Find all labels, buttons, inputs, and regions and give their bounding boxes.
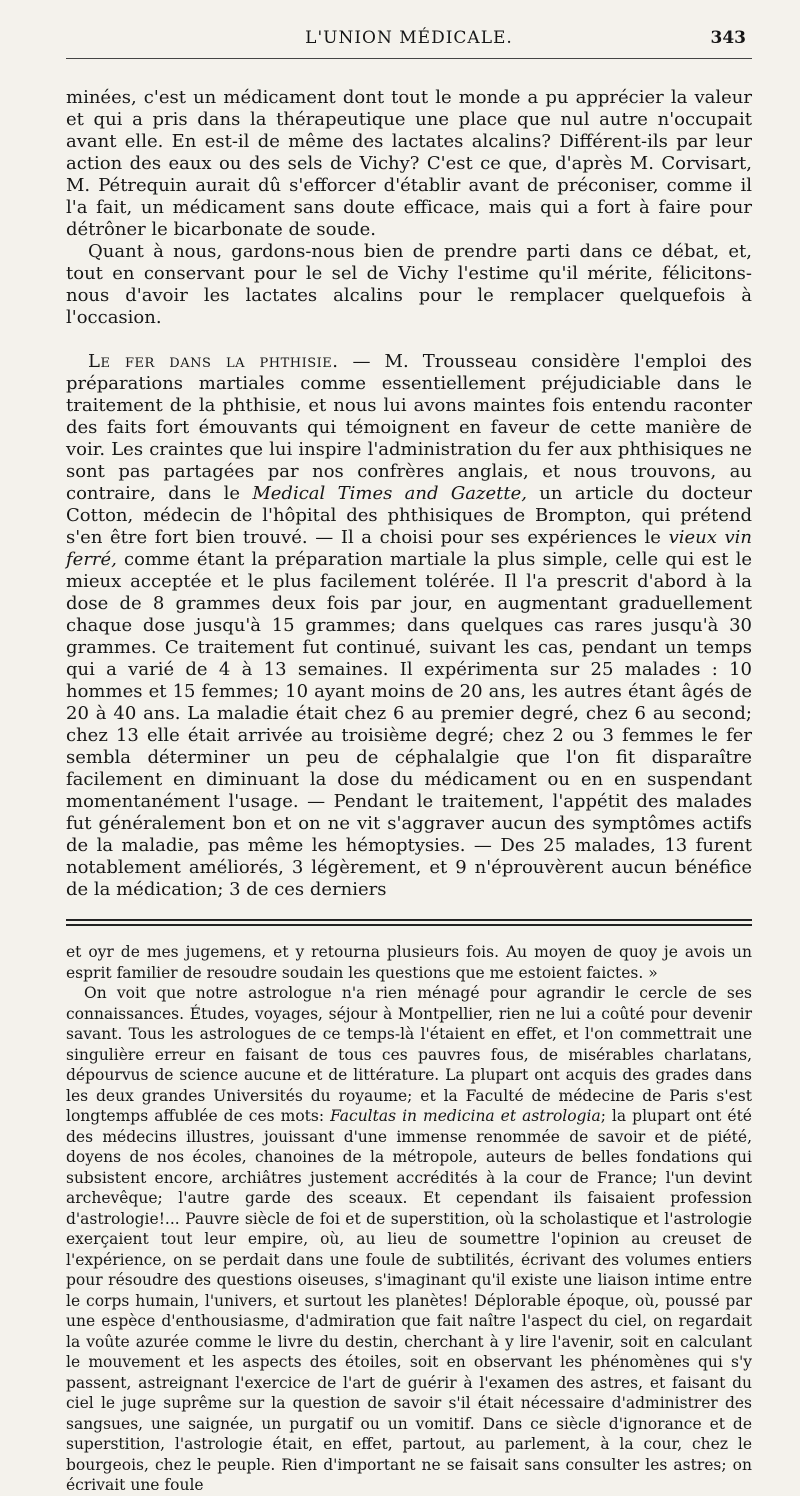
feuilleton-paragraph-2 — [66, 983, 752, 1496]
feuilleton-text-segment: On voit que notre astrologue n'a rien ménagé pour agrandir le cercle de ses connaissances. Études, voyages, séjour à Montpellier, rien ne lui a coûté pour devenir savant. Tous les astrologues de ce temps-là l'étaient en effet, et l'on commettrait une singulière erreur en faisant de tous ces pauvres fous, de misérables charlatans, dépourvus de science aucune et de littérature. La plupart ont acquis des grades dans les deux grandes Universités du royaume; et la Faculté de médecine de Paris s'est longtemps affublée de ces mots: — [66, 984, 752, 1125]
article-text-segment: un article du docteur Cotton, médecin de l'hôpital des phthisiques de Brompton, qui prétend s'en être fort bien trouvé. — Il a choisi pour ses expériences le — [66, 483, 752, 548]
article-text-segment: — M. Trousseau considère l'emploi des préparations martiales comme essentiellement préjudiciable dans le traitement de la phthisie, et nous lui avons maintes fois entendu raconter des faits fort émouvants qui témoignent en faveur de cette manière de voir. Les craintes que lui inspire l'administration du fer aux phthisiques ne sont pas partagées par nos confrères anglais, et nous trouvons, au contraire, dans le — [66, 351, 752, 504]
article-body — [66, 87, 752, 901]
section-heading: Le fer dans la phthisie. — [88, 351, 339, 372]
article-paragraph-fer-phthisie — [66, 351, 752, 901]
page-header — [66, 22, 752, 59]
feuilleton-text-segment: ; la plupart ont été des médecins illustres, jouissant d'une immense renommée de savoir et de piété, doyens de nos écoles, chanoines de la métropole, auteurs de belles fondations qui subsistent encore, archiâtres justement accrédités à la cour de France; l'un devint archevêque; l'autre garde des sceaux. Et cependant ils faisaient profession d'astrologie!... Pauvre siècle de foi et de superstition, où la scholastique et l'astrologie exerçaient tout leur empire, où, au lieu de soumettre l'opinion au creuset de l'expérience, on se perdait dans une foule de subtilités, écrivant des volumes entiers pour résoudre des questions oiseuses, s'imaginant qu'il existe une liaison intime entre le corps humain, l'univers, et surtout les planètes! Déplorable époque, où, poussé par une espèce d'enthousiasme, d'admiration que fait naître l'aspect du ciel, on regardait la voûte azurée comme le livre du destin, cherchant à y lire l'avenir, soit en calculant le mouvement et les aspects des étoiles, soit en observant les phénomènes qui s'y passent, astreignant l'exercice de l'art de guérir à l'examen des astres, et faisant du ciel le juge suprême sur la question de savoir s'il était nécessaire d'administrer des sangsues, une saignée, un purgatif ou un vomitif. Dans ce siècle d'ignorance et de superstition, l'astrologie était, en effet, partout, au parlement, à la cour, chez le bourgeois, chez le peuple. Rien d'important ne se faisait sans consulter les astres; on écrivait une foule — [66, 1107, 752, 1494]
article-text-segment: comme étant la préparation martiale la plus simple, celle qui est le mieux acceptée et le plus facilement tolérée. Il l'a prescrit d'abord à la dose de 8 grammes deux fois par jour, en augmentant graduellement chaque dose jusqu'à 15 grammes; dans quelques cas rares jusqu'à 30 grammes. Ce traitement fut continué, suivant les cas, pendant un temps qui a varié de 4 à 13 semaines. Il expérimenta sur 25 malades : 10 hommes et 15 femmes; 10 ayant moins de 20 ans, les autres étant âgés de 20 à 40 ans. La maladie était chez 6 au premier degré, chez 6 au second; chez 13 elle était arrivée au troisième degré; chez 2 ou 3 femmes le fer sembla déterminer un peu de céphalalgie que l'on fit disparaître facilement en diminuant la dose du médicament ou en en suspendant momentanément l'usage. — Pendant le traitement, l'appétit des malades fut généralement bon et on ne vit s'aggraver aucun des symptômes actifs de la maladie, pas même les hémoptysies. — Des 25 malades, 13 furent notablement améliorés, 3 légèrement, et 9 n'éprouvèrent aucun bénéfice de la médication; 3 de ces derniers — [66, 549, 752, 900]
article-paragraph-1: minées, c'est un médicament dont tout le monde a pu apprécier la valeur et qui a pris dans la thérapeutique une place que nul autre n'occupait avant elle. En est-il de même des lactates alcalins? Différent-ils par leur action des eaux ou des sels de Vichy? C'est ce que, d'après M. Corvisart, M. Pétrequin aurait dû s'efforcer d'établir avant de préconiser, comme il l'a fait, un médicament sans doute efficace, mais qui a fort à faire pour détrôner le bicarbonate de soude. — [66, 87, 752, 240]
journal-title: Medical Times and Gazette, — [252, 483, 527, 504]
article-paragraph-2: Quant à nous, gardons-nous bien de prendre parti dans ce débat, et, tout en conservant pour le sel de Vichy l'estime qu'il mérite, félicitons-nous d'avoir les lactates alcalins pour le remplacer quelquefois à l'occasion. — [66, 241, 752, 328]
feuilleton-body — [66, 942, 752, 1496]
latin-motto: Facultas in medicina et astrologia — [330, 1107, 601, 1125]
running-title: L'UNION MÉDICALE. — [305, 28, 513, 48]
page-number: 343 — [710, 28, 746, 48]
feuilleton-divider — [66, 919, 752, 926]
feuilleton-paragraph-1: et oyr de mes jugemens, et y retourna plusieurs fois. Au moyen de quoy je avois un esprit familier de resoudre soudain les questions que me estoient faictes. » — [66, 943, 752, 982]
remedy-name: vieux vin ferré, — [66, 527, 753, 570]
